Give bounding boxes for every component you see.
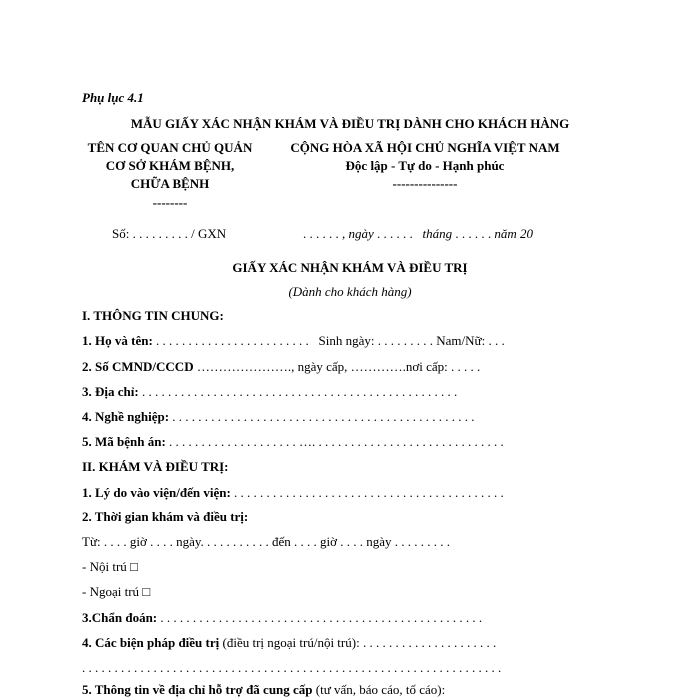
date-year-label: năm 20 <box>494 226 534 241</box>
field-measures-row <box>82 635 496 651</box>
field-gender: Nam/Nữ: . . . <box>436 333 505 348</box>
form-subtitle: (Dành cho khách hàng) <box>288 284 412 299</box>
field-time-line: Từ: . . . . giờ . . . . ngày. . . . . . . . . . . đến . . . . giờ . . . . ngày . . . . . . . . . <box>82 534 451 549</box>
field-id-row <box>82 359 480 375</box>
date-day-label: ngày <box>348 226 374 241</box>
header-right-line1: CỘNG HÒA XÃ HỘI CHỦ NGHĨA VIỆT NAM <box>290 140 560 155</box>
field-support-label: 5. Thông tin về địa chỉ hỗ trợ đã cung cấp <box>82 682 313 697</box>
field-measures-note: (điều trị ngoại trú/nội trú): <box>222 635 360 650</box>
header-right-divider: --------------- <box>392 176 458 191</box>
header-right-line2: Độc lập - Tự do - Hạnh phúc <box>345 158 505 173</box>
field-address-row <box>82 384 457 400</box>
field-measures-dots: . . . . . . . . . . . . . . . . . . . . . <box>362 635 497 650</box>
field-record-dots: . . . . . . . . . . . . . . . . . . . . …. . . . . . . . . . . . . . . . . . . . . . . . . . . . . . <box>169 434 504 449</box>
document-number: Số: . . . . . . . . . / GXN <box>112 226 227 241</box>
section2-heading: II. KHÁM VÀ ĐIỀU TRỊ: <box>82 459 229 474</box>
field-reason-dots: . . . . . . . . . . . . . . . . . . . . . . . . . . . . . . . . . . . . . . . . . . <box>234 485 504 500</box>
section1-heading: I. THÔNG TIN CHUNG: <box>82 308 224 323</box>
form-title: GIẤY XÁC NHẬN KHÁM VÀ ĐIỀU TRỊ <box>232 260 468 275</box>
field-address-label: 3. Địa chỉ: <box>82 384 139 399</box>
date-place-dots: . . . . . . , <box>303 226 346 241</box>
date-month-dots: . . . . . . <box>455 226 492 241</box>
field-name-row <box>82 333 505 349</box>
field-record-label: 5. Mã bệnh án: <box>82 434 166 449</box>
date-day-dots: . . . . . . <box>377 226 413 241</box>
field-time-label: 2. Thời gian khám và điều trị: <box>82 509 249 524</box>
field-job-label: 4. Nghề nghiệp: <box>82 409 170 424</box>
field-record-row <box>82 434 504 450</box>
field-support-note: (tư vấn, báo cáo, tố cáo): <box>315 682 446 697</box>
header-left-line1: TÊN CƠ QUAN CHỦ QUẢN <box>87 140 253 155</box>
header-left-line3: CHỮA BỆNH <box>130 176 210 191</box>
field-job-row <box>82 409 475 425</box>
field-measures-label: 4. Các biện pháp điều trị <box>82 635 220 650</box>
field-id-rest: …………………., ngày cấp, ………….nơi cấp: . . . . . <box>196 359 481 374</box>
field-id-label: 2. Số CMND/CCCD <box>82 359 194 374</box>
field-diagnosis-label: 3.Chẩn đoán: <box>82 610 158 625</box>
header-left-divider: -------- <box>152 195 188 210</box>
main-title: MẪU GIẤY XÁC NHẬN KHÁM VÀ ĐIỀU TRỊ DÀNH CHO KHÁCH HÀNG <box>130 116 570 131</box>
field-job-dots: . . . . . . . . . . . . . . . . . . . . . . . . . . . . . . . . . . . . . . . . . . . . . . . <box>172 409 475 424</box>
field-address-dots: . . . . . . . . . . . . . . . . . . . . . . . . . . . . . . . . . . . . . . . . . . . . . . . . . <box>141 384 458 399</box>
date-line <box>303 226 533 242</box>
field-dob: Sinh ngày: . . . . . . . . . <box>318 333 434 348</box>
field-reason-label: 1. Lý do vào viện/đến viện: <box>82 485 231 500</box>
field-diagnosis-row <box>82 610 482 626</box>
field-support-row <box>82 682 445 698</box>
field-measures-dots-line2: . . . . . . . . . . . . . . . . . . . . . . . . . . . . . . . . . . . . . . . . . . . . . . . . . . . . . . . . . . . . . . . . . <box>82 660 502 675</box>
field-name-label: 1. Họ và tên: <box>82 333 153 348</box>
field-diagnosis-dots: . . . . . . . . . . . . . . . . . . . . . . . . . . . . . . . . . . . . . . . . . . . . . . . . . . <box>160 610 483 625</box>
option-inpatient: - Nội trú □ <box>82 559 138 574</box>
field-reason-row <box>82 485 504 501</box>
appendix-label: Phụ lục 4.1 <box>82 90 144 105</box>
date-month-label: tháng <box>422 226 453 241</box>
field-name-dots: . . . . . . . . . . . . . . . . . . . . . . . . <box>156 333 309 348</box>
header-left-line2: CƠ SỞ KHÁM BỆNH, <box>105 158 235 173</box>
option-outpatient: - Ngoại trú □ <box>82 584 151 599</box>
